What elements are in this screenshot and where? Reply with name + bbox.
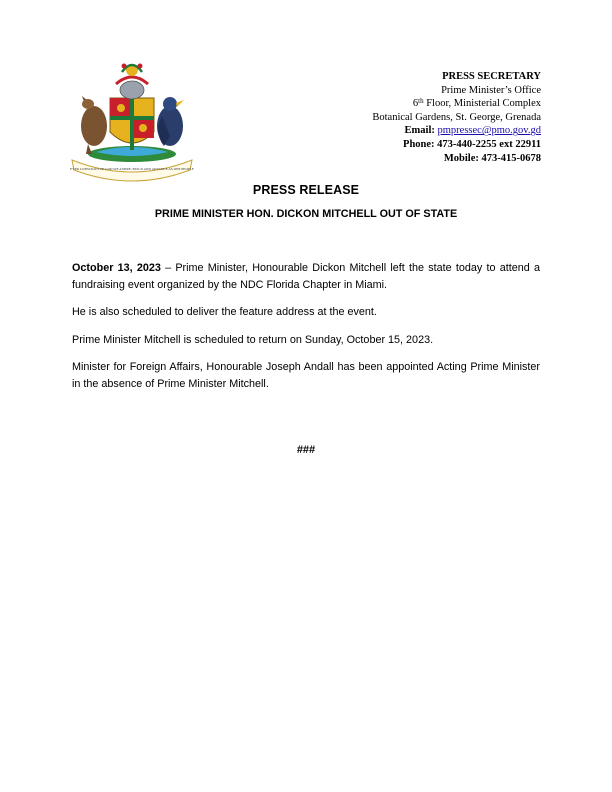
paragraph-3: Prime Minister Mitchell is scheduled to return on Sunday, October 15, 2023. [72,333,434,346]
press-release-title: PRESS RELEASE [252,183,360,197]
contact-floor: 6th Floor, Ministerial Complex [412,97,541,110]
contact-block [372,70,541,165]
paragraph-1: October 13, 2023 – Prime Minister, Honourable Dickon Mitchell left the state today to attend a fundraising event organized by the NDC Florida Chapter in Miami. [72,262,540,292]
email-link[interactable]: pmpressec@pmo.gov.gd [437,125,541,137]
coat-of-arms-logo [66,56,198,184]
contact-heading: PRESS SECRETARY [442,71,541,82]
press-release-subtitle: PRIME MINISTER HON. DICKON MITCHELL OUT OF STATE [154,208,458,220]
dateline: October 13, 2023 [72,262,161,274]
contact-phone: Phone: 473-440-2255 ext 22911 [403,138,541,150]
paragraph-4: Minister for Foreign Affairs, Honourable Joseph Andall has been appointed Acting Prime Minister in the absence of Prime Minister Mitchell. [72,360,540,391]
contact-mobile: Mobile: 473-415-0678 [443,152,541,164]
end-mark: ### [296,444,316,456]
press-release-body [72,260,540,403]
contact-address: Botanical Gardens, St. George, Grenada [372,111,541,123]
svg-text:EVER CONSCIOUS OF GOD WE ASPIR: EVER CONSCIOUS OF GOD WE ASPIRE, BUILD AND ADVANCE AS ONE PEOPLE [70,167,194,171]
contact-office: Prime Minister’s Office [441,84,541,96]
paragraph-2: He is also scheduled to deliver the feature address at the event. [72,306,377,319]
contact-email: Email: pmpressec@pmo.gov.gd [404,125,541,137]
